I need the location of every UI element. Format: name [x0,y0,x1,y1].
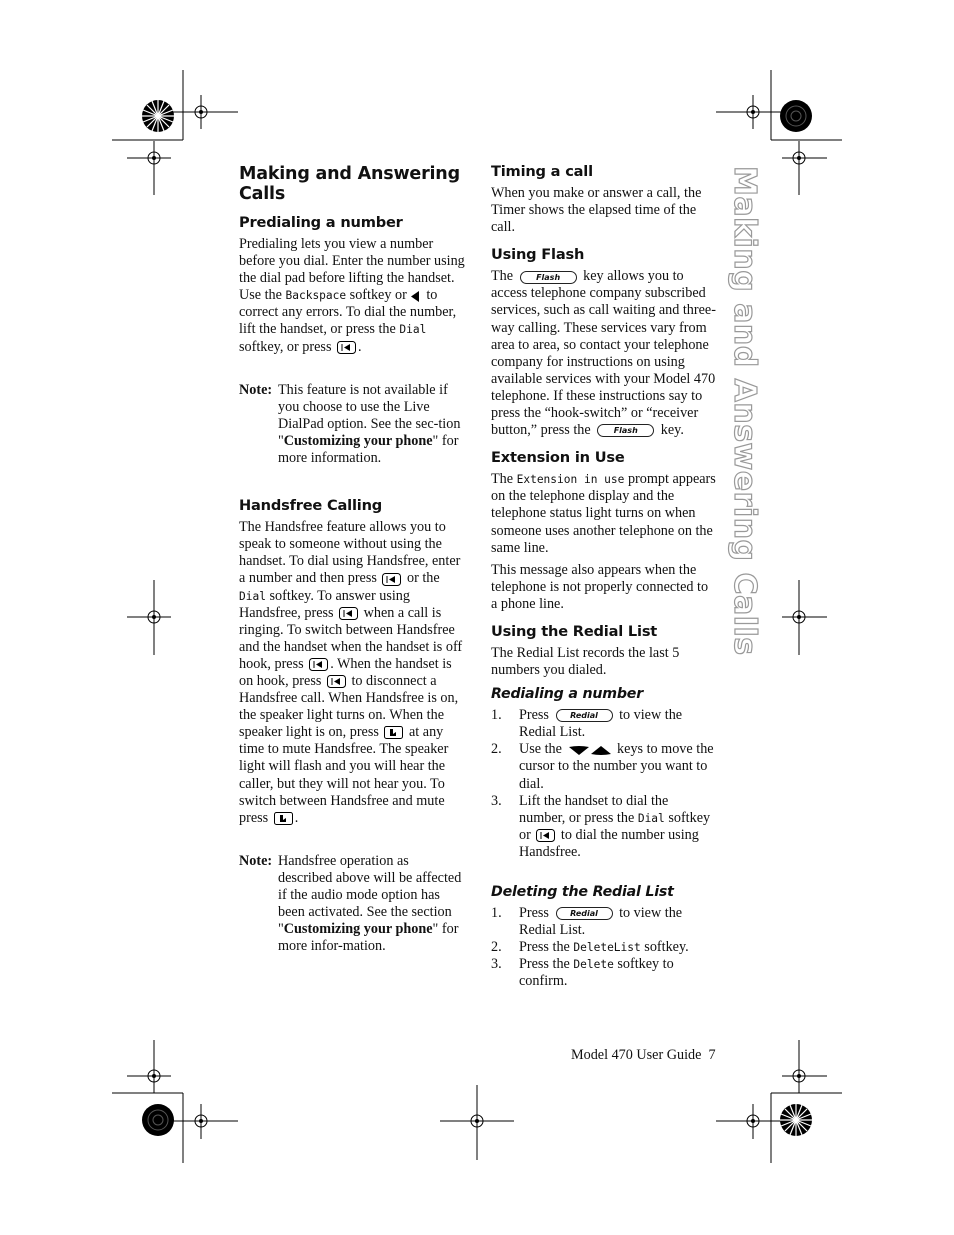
note-audio-mode: Note: Handsfree operation as described above will be affected if the audio mode option has been activated. See the section "Customizing your phone" for more infor-mation. [239,852,462,955]
timing-text: When you make or answer a call, the Timer shows the elapsed time of the call. [491,185,702,236]
redial-text: The Redial List records the last 5 numbers you dialed. [491,644,680,679]
handsfree-icon [382,573,401,586]
dial-softkey: Dial [637,811,665,825]
handsfree-icon [337,341,356,354]
backspace-softkey: Backspace [285,289,347,303]
side-tab [727,166,763,666]
page-footer [571,1046,716,1064]
redialing-subheading: Redialing a number [491,686,644,703]
redial-key: Redial [556,709,613,722]
mute-icon [384,726,403,739]
redial-key: Redial [556,907,613,920]
list-item: 1. Press Redial to view the Redial List. [491,905,683,939]
predial-text: Predialing lets you view a number before you dial. Enter the number using the dial pad before lifting the handset. Use the Backspace softkey or to correct any errors. To dial the number, lift the handset, or press the Dial softkey, or press . [239,236,465,355]
handsfree-icon [327,675,346,688]
dial-softkey: Dial [399,323,427,337]
side-tab-label: Making and Answering Calls [727,166,762,656]
handsfree-icon [536,829,555,842]
list-item: 2. Use the keys to move the cursor to the number you want to dial. [491,741,714,792]
note-label: Note: [239,852,273,869]
timing-heading: Timing a call [491,163,593,180]
extension-text-2: This message also appears when the telephone is not properly connected to a phone line. [491,561,709,612]
extension-text: The Extension in use prompt appears on the telephone display and the telephone status light turns on when someone uses another telephone on the same line. [491,471,716,556]
page-title: Making and Answering Calls [239,164,460,204]
flash-heading: Using Flash [491,246,585,264]
handsfree-heading: Handsfree Calling [239,497,383,515]
predial-heading: Predialing a number [239,214,403,231]
list-item: 3. Press the Delete softkey to confirm. [491,956,674,990]
handsfree-icon [309,658,328,671]
extension-prompt: Extension in use [516,473,625,487]
dial-softkey: Dial [239,589,266,603]
deletelist-softkey: DeleteList [573,941,641,955]
handsfree-text: The Handsfree feature allows you to speak to someone without using the handset. To dial using Handsfree, enter a number and then press or the Dial softkey. To answer using Handsfree, press when a call is ringing. To switch between Handsfree and the handset when the handset is off hook, press . When the handset is on hook, press to disconnect a Handsfree call. When Handsfree is on, the speaker light turns on. When the speaker light is on, press at any time to mute Handsfree. The speaker light will flash and you will hear the caller, but they will not hear you. To switch between Handsfree and mute press . [239,519,463,826]
flash-text: The Flash key allows you to access telephone company subscribed services, such as call waiting and three-way calling. These services vary from area to area, so contact your telephone company for instructions on using available services with your Model 470 telephone. If these instructions say to press the “hook-switch” or “receiver button,” press the Flash key. [491,268,716,439]
page-number: 7 [708,1047,716,1063]
delete-softkey: Delete [573,958,614,972]
redial-heading: Using the Redial List [491,622,658,640]
flash-key: Flash [520,271,577,284]
guide-title: Model 470 User Guide [571,1047,702,1063]
right-column [491,163,717,990]
mute-icon [274,812,293,825]
deleting-subheading: Deleting the Redial List [491,884,674,900]
flash-key: Flash [597,424,654,437]
redialing-steps [491,707,717,861]
list-item: 2. Press the DeleteList softkey. [491,939,689,956]
list-item: 1. Press Redial to view the Redial List. [491,707,683,741]
note-live-dialpad: Note: This feature is not available if you choose to use the Live DialPad option. See the sec-tion "Customizing your phone" for more information. [239,381,461,467]
left-arrow-icon [409,290,421,303]
deleting-steps [491,905,717,990]
extension-heading: Extension in Use [491,449,625,467]
note-label: Note: [239,381,273,398]
scroll-down-up-icon [568,744,612,757]
list-item: 3. Lift the handset to dial the number, or press the Dial softkey or to dial the number using Handsfree. [491,792,711,860]
handsfree-icon [339,607,358,620]
left-column [239,164,465,955]
